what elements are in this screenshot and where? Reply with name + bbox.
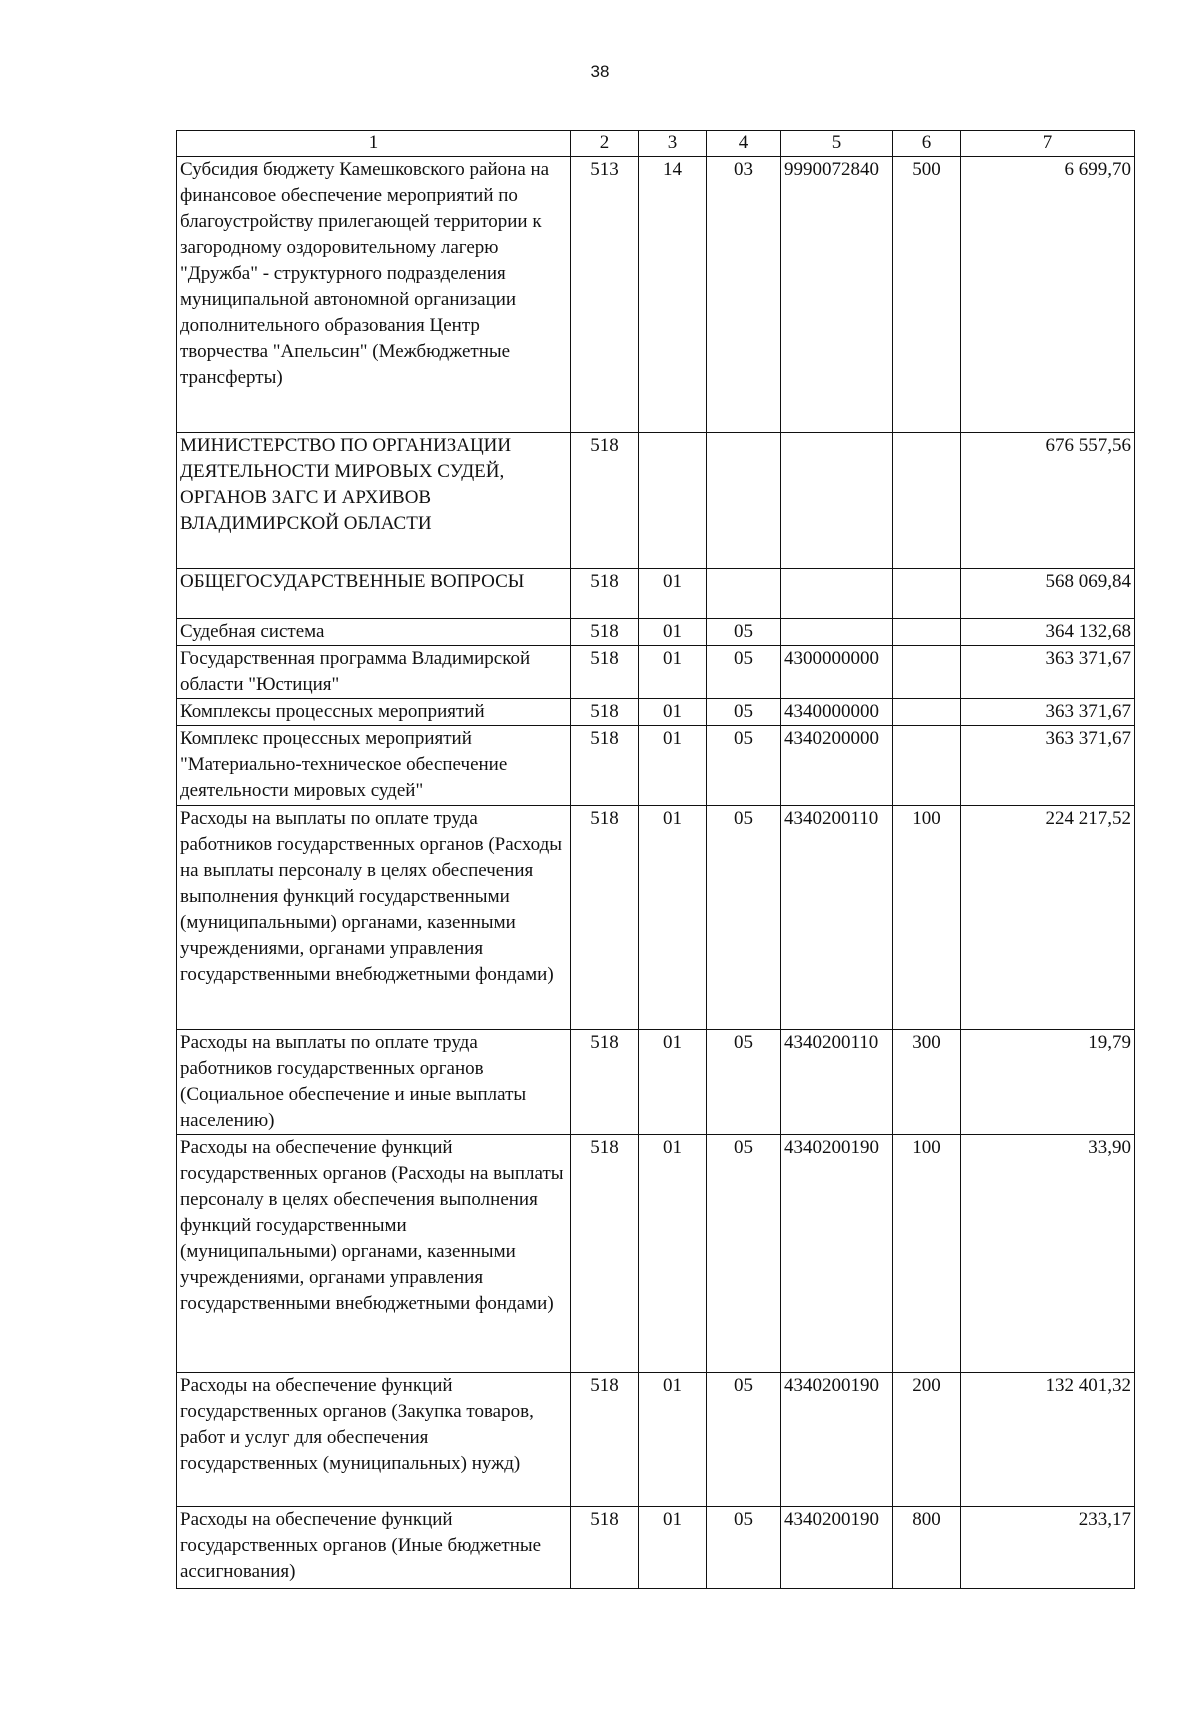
row-csr: 4340200190	[781, 1507, 893, 1589]
row-ved: 513	[571, 157, 639, 433]
column-header: 7	[961, 131, 1135, 157]
page-number: 38	[590, 62, 610, 81]
row-vr: 100	[893, 806, 961, 1030]
budget-table	[176, 130, 1135, 1589]
row-pr: 05	[707, 699, 781, 726]
row-name: МИНИСТЕРСТВО ПО ОРГАНИЗАЦИИ ДЕЯТЕЛЬНОСТИ МИРОВЫХ СУДЕЙ, ОРГАНОВ ЗАГС И АРХИВОВ ВЛАДИМИРСКОЙ ОБЛАСТИ	[177, 433, 571, 569]
row-sum: 33,90	[961, 1135, 1135, 1373]
row-vr: 300	[893, 1030, 961, 1135]
row-name: Судебная система	[177, 619, 571, 646]
row-csr	[781, 433, 893, 569]
table-row	[177, 619, 1135, 646]
row-ved: 518	[571, 1135, 639, 1373]
row-vr	[893, 619, 961, 646]
row-pr: 05	[707, 1507, 781, 1589]
row-pr: 05	[707, 1373, 781, 1507]
row-csr: 4340200110	[781, 806, 893, 1030]
row-sum: 224 217,52	[961, 806, 1135, 1030]
row-csr: 4340200190	[781, 1135, 893, 1373]
row-name: Расходы на обеспечение функций государственных органов (Расходы на выплаты персоналу в целях обеспечения выполнения функций государственными (муниципальными) органами, казенными учреждениями, органами управления государственными внебюджетными фондами)	[177, 1135, 571, 1373]
table-row	[177, 157, 1135, 433]
row-ved: 518	[571, 1373, 639, 1507]
row-rz: 14	[639, 157, 707, 433]
row-csr: 9990072840	[781, 157, 893, 433]
row-name: Государственная программа Владимирской области "Юстиция"	[177, 646, 571, 699]
table-row	[177, 726, 1135, 806]
column-header: 4	[707, 131, 781, 157]
row-rz: 01	[639, 619, 707, 646]
row-sum: 363 371,67	[961, 726, 1135, 806]
row-rz: 01	[639, 646, 707, 699]
column-header: 3	[639, 131, 707, 157]
row-pr: 05	[707, 1030, 781, 1135]
table-header-row	[177, 131, 1135, 157]
row-name: Расходы на обеспечение функций государственных органов (Закупка товаров, работ и услуг для обеспечения государственных (муниципальных) нужд)	[177, 1373, 571, 1507]
row-vr	[893, 646, 961, 699]
row-pr: 05	[707, 806, 781, 1030]
table-row	[177, 569, 1135, 619]
row-pr: 05	[707, 619, 781, 646]
row-vr: 200	[893, 1373, 961, 1507]
column-header: 1	[177, 131, 571, 157]
row-csr: 4340200190	[781, 1373, 893, 1507]
row-name: Расходы на выплаты по оплате труда работников государственных органов (Социальное обеспечение и иные выплаты населению)	[177, 1030, 571, 1135]
table-row	[177, 699, 1135, 726]
table-row	[177, 1373, 1135, 1507]
row-sum: 132 401,32	[961, 1373, 1135, 1507]
table-row	[177, 433, 1135, 569]
row-sum: 233,17	[961, 1507, 1135, 1589]
row-pr	[707, 433, 781, 569]
row-vr: 500	[893, 157, 961, 433]
row-ved: 518	[571, 433, 639, 569]
row-ved: 518	[571, 726, 639, 806]
row-csr: 4300000000	[781, 646, 893, 699]
row-ved: 518	[571, 699, 639, 726]
row-pr: 05	[707, 726, 781, 806]
column-header: 6	[893, 131, 961, 157]
row-rz: 01	[639, 806, 707, 1030]
row-vr	[893, 726, 961, 806]
row-name: ОБЩЕГОСУДАРСТВЕННЫЕ ВОПРОСЫ	[177, 569, 571, 619]
row-sum: 19,79	[961, 1030, 1135, 1135]
row-rz: 01	[639, 1030, 707, 1135]
row-name: Комплексы процессных мероприятий	[177, 699, 571, 726]
row-rz: 01	[639, 569, 707, 619]
row-name: Расходы на выплаты по оплате труда работников государственных органов (Расходы на выплаты персоналу в целях обеспечения выполнения функций государственными (муниципальными) органами, казенными учреждениями, органами управления государственными внебюджетными фондами)	[177, 806, 571, 1030]
row-pr	[707, 569, 781, 619]
table-row	[177, 1135, 1135, 1373]
row-sum: 364 132,68	[961, 619, 1135, 646]
row-sum: 363 371,67	[961, 699, 1135, 726]
row-pr: 05	[707, 1135, 781, 1373]
row-rz: 01	[639, 1507, 707, 1589]
row-rz: 01	[639, 1135, 707, 1373]
row-ved: 518	[571, 1507, 639, 1589]
table-row	[177, 1507, 1135, 1589]
row-name: Субсидия бюджету Камешковского района на финансовое обеспечение мероприятий по благоустройству прилегающей территории к загородному оздоровительному лагерю "Дружба" - структурного подразделения муниципальной автономной организации дополнительного образования Центр творчества "Апельсин" (Межбюджетные трансферты)	[177, 157, 571, 433]
row-vr: 100	[893, 1135, 961, 1373]
row-csr	[781, 619, 893, 646]
row-ved: 518	[571, 646, 639, 699]
row-name: Расходы на обеспечение функций государственных органов (Иные бюджетные ассигнования)	[177, 1507, 571, 1589]
row-csr	[781, 569, 893, 619]
row-sum: 6 699,70	[961, 157, 1135, 433]
row-rz	[639, 433, 707, 569]
table-row	[177, 646, 1135, 699]
row-rz: 01	[639, 699, 707, 726]
row-pr: 05	[707, 646, 781, 699]
row-rz: 01	[639, 1373, 707, 1507]
row-vr	[893, 699, 961, 726]
row-csr: 4340200000	[781, 726, 893, 806]
row-rz: 01	[639, 726, 707, 806]
row-csr: 4340200110	[781, 1030, 893, 1135]
column-header: 5	[781, 131, 893, 157]
row-ved: 518	[571, 806, 639, 1030]
row-name: Комплекс процессных мероприятий "Материально-техническое обеспечение деятельности мировых судей"	[177, 726, 571, 806]
row-vr	[893, 433, 961, 569]
row-vr: 800	[893, 1507, 961, 1589]
row-sum: 363 371,67	[961, 646, 1135, 699]
row-vr	[893, 569, 961, 619]
row-ved: 518	[571, 569, 639, 619]
row-csr: 4340000000	[781, 699, 893, 726]
row-pr: 03	[707, 157, 781, 433]
row-ved: 518	[571, 619, 639, 646]
row-sum: 568 069,84	[961, 569, 1135, 619]
row-ved: 518	[571, 1030, 639, 1135]
table-row	[177, 806, 1135, 1030]
table-row	[177, 1030, 1135, 1135]
column-header: 2	[571, 131, 639, 157]
row-sum: 676 557,56	[961, 433, 1135, 569]
